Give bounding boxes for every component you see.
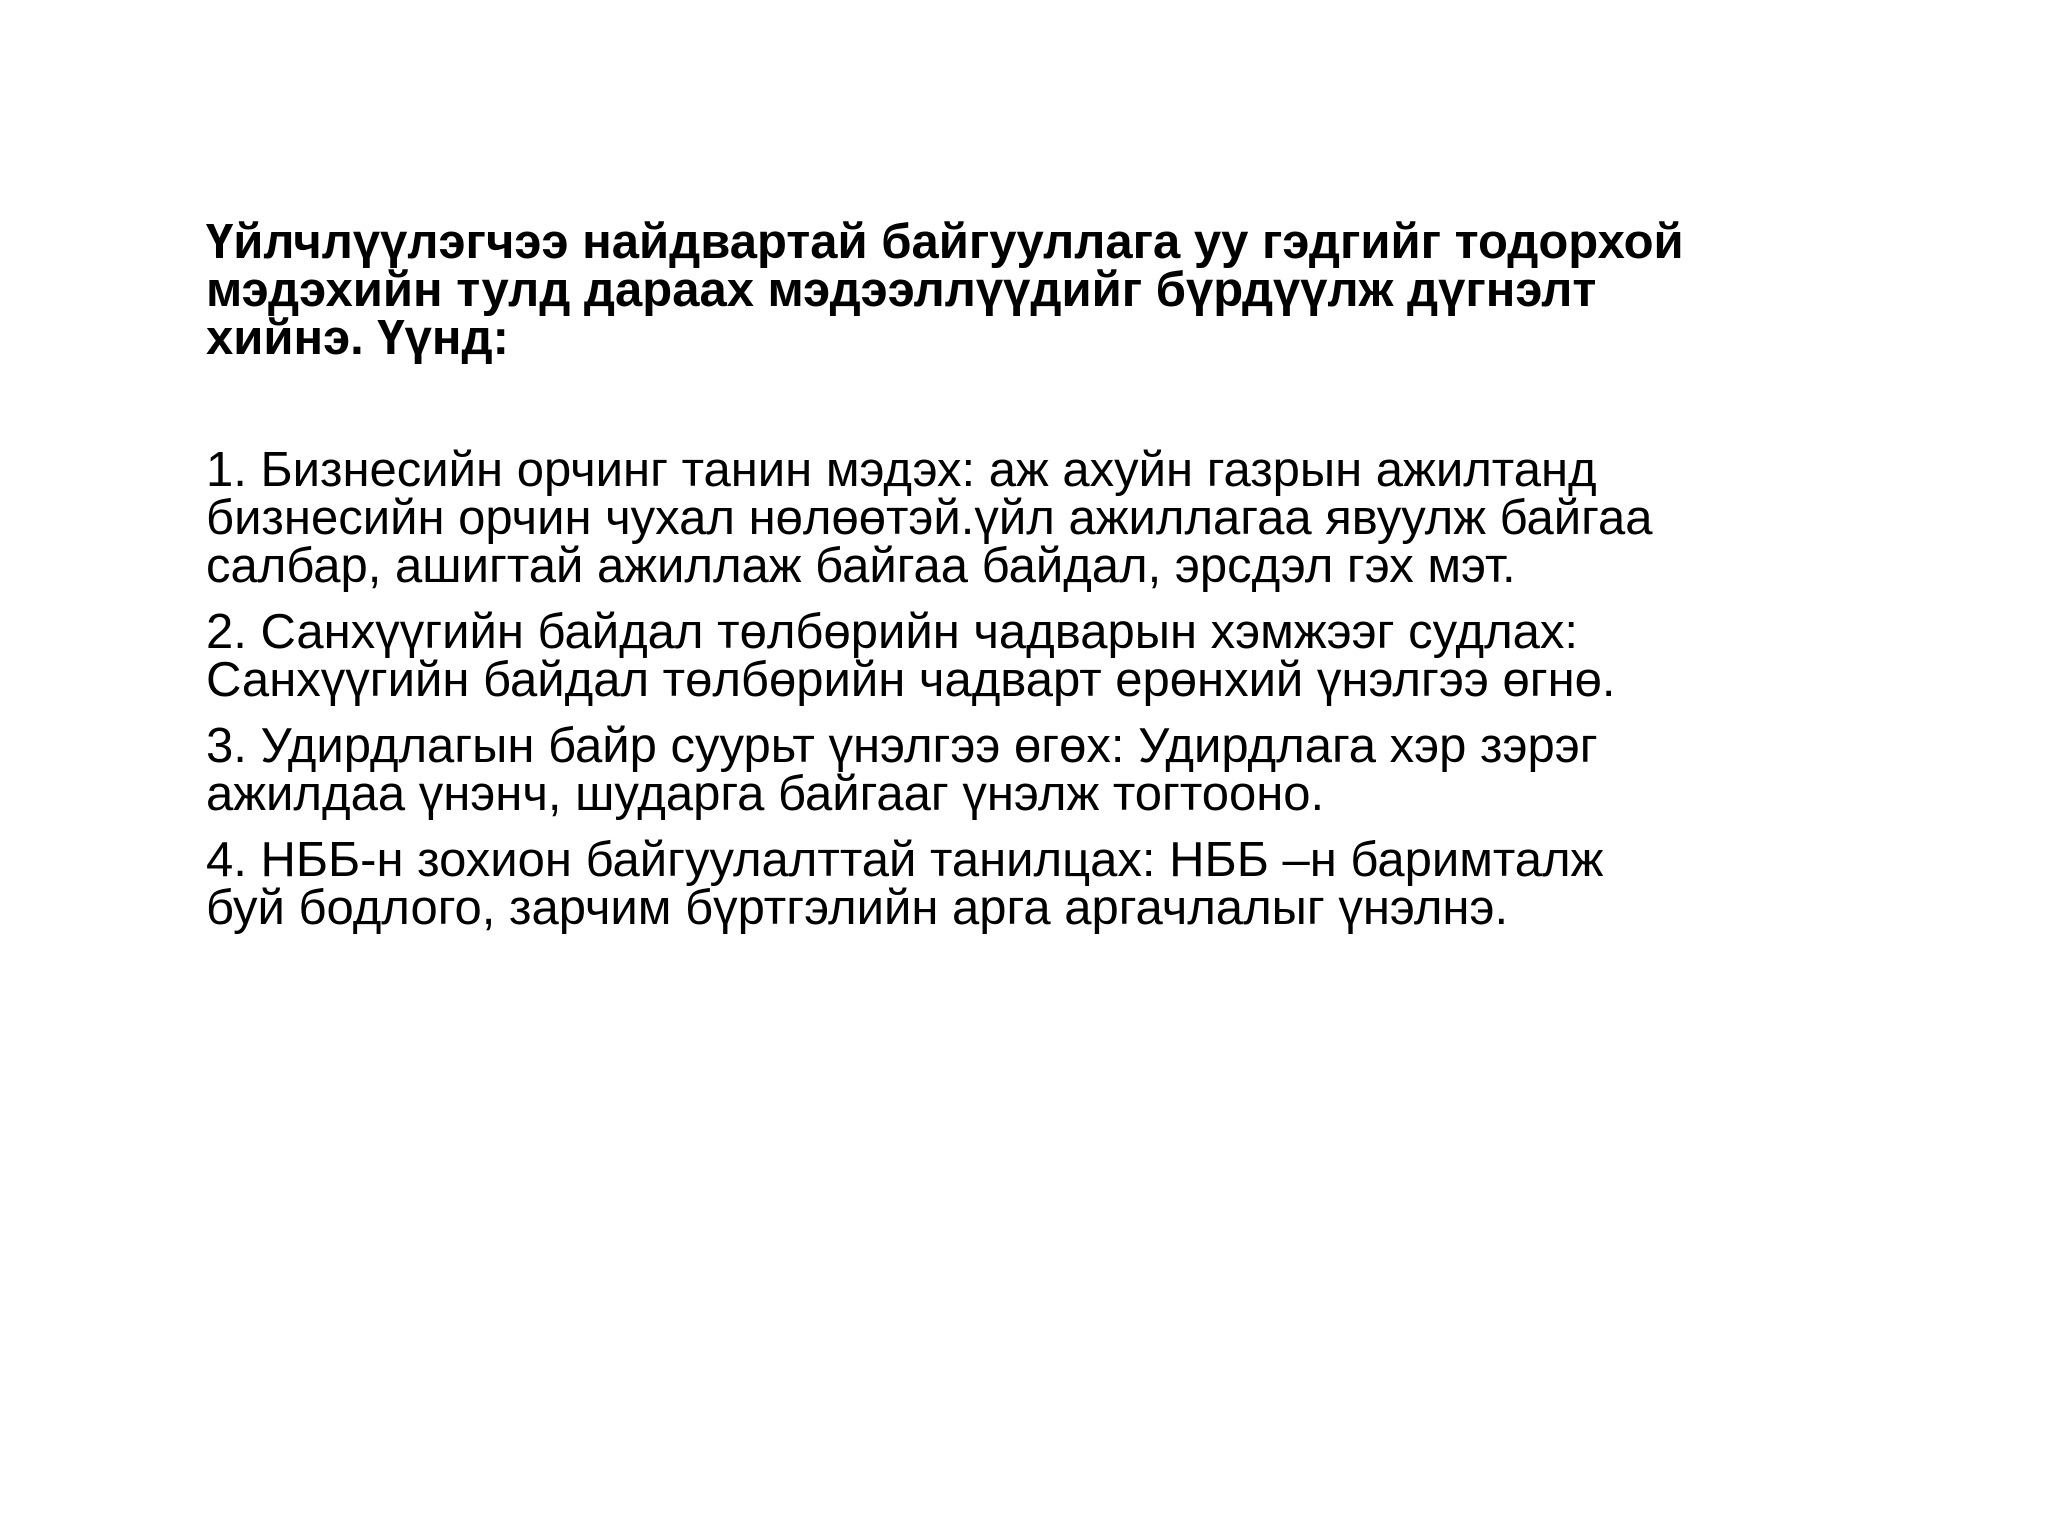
intro-paragraph: Үйлчлүүлэгчээ найдвартай байгууллага уу гэдгийг тодорхой мэдэхийн тулд дараах мэдээллүүдийг бүрдүүлж дүгнэлт хийнэ. Үүнд: — [206, 215, 1684, 365]
list-item-1: 1. Бизнесийн орчинг танин мэдэх: аж ахуйн газрын ажилтанд бизнесийн орчин чухал нөлөөтэй.үйл ажиллагаа явуулж байгаа салбар, ашигтай ажиллаж байгаа байдал, эрсдэл гэх мэт. — [206, 443, 1653, 593]
list-item-2: 2. Санхүүгийн байдал төлбөрийн чадварын хэмжээг судлах: Санхүүгийн байдал төлбөрийн чадварт ерөнхий үнэлгээ өгнө. — [206, 605, 1616, 707]
list-item-4: 4. НББ-н зохион байгуулалттай танилцах: НББ –н баримталж буй бодлого, зарчим бүртгэлийн арга аргачлалыг үнэлнэ. — [206, 833, 1604, 935]
slide-content — [206, 215, 1966, 950]
numbered-list — [206, 443, 1966, 935]
list-item-3: 3. Удирдлагын байр суурьт үнэлгээ өгөх: Удирдлага хэр зэрэг ажилдаа үнэнч, шударга байгааг үнэлж тогтооно. — [206, 719, 1598, 821]
